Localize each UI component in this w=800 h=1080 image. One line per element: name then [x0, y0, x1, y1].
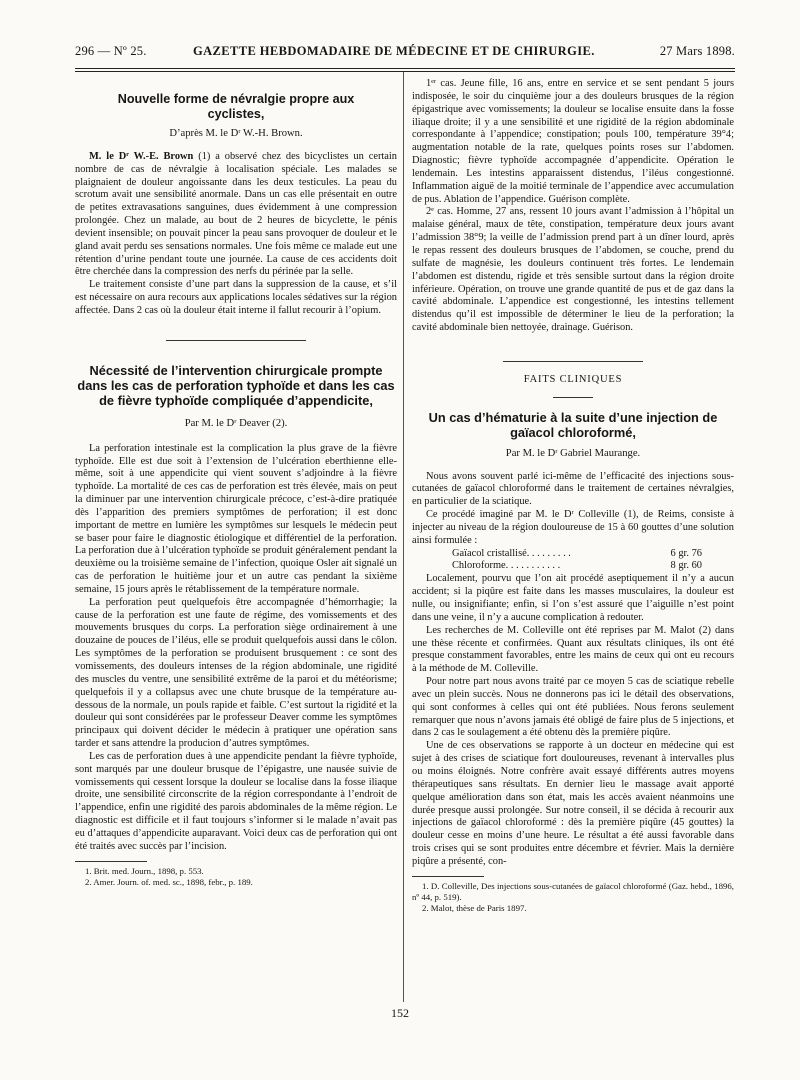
article-byline-deaver: Par M. le Dʳ Deaver (2). [184, 417, 288, 429]
running-header [75, 44, 735, 64]
lead-author: M. le Dʳ W.-E. Brown [89, 150, 194, 162]
formula-ingredient: Gaïacol cristallisé. . . . . . . . . [452, 547, 571, 559]
formula-row [452, 560, 702, 573]
paragraph: Les recherches de M. Colleville ont été reprises par M. Malot (2) dans une thèse récente et confirmées. Quant aux résultats cliniques, ils ont été presque constamment favorables, entre les mains de ceux qui ont eu recours à la méthode de M. Colleville. [412, 624, 734, 675]
paragraph: La perforation intestinale est la complication la plus grave de la fièvre typhoïde. Elle est due soit à l’extension de l’ulcération eberthienne elle-même, soit à une appendicite qui vient souvent s’adjoindre à la fièvre typhoïde. La mortalité de ces cas de perforation est très élevée, mais on peut la diminuer par une intervention chirurgicale précoce, c’est-à-dire pratiquée dès l’apparition des premiers symptômes de perforation; il est donc important de mettre en lumière les symptômes sur lesquels le médecin peut se baser pour faire le diagnostic étiologique et différentiel de la perforation. La perforation due à l’ulcération typhoïde se produit généralement pendant la deuxième ou la troisième semaine de l’infection, quoique Osler ait signalé un cas de perforation le huitième jour et un autre cas pendant la sixième semaine, 15 jours après le rétablissement de la température normale. [75, 442, 397, 595]
issue-date: 27 Mars 1898. [659, 44, 735, 58]
paragraph: Nous avons souvent parlé ici-même de l’efficacité des injections sous-cutanées de gaïacol chloroformé dans le traitement de certaines névralgies, en particulier de la sciatique. [412, 470, 734, 508]
header-rule-double [75, 71, 735, 72]
case-report: 1ᵉʳ cas. Jeune fille, 16 ans, entre en service et se sent pendant 5 jours indisposée, le soir du cinquième jour a des douleurs brusques de la région épigastrique avec vomissements; la douleur se localise ensuite dans la fosse iliaque droite; il y a une sensibilité et une rigidité de la région abdominale correspondante à l’appendice; constipation; pouls 100, température 39°4; augmentation notable de la rate, quelques points roses sur l’abdomen. Diagnostic; fièvre typhoïde accompagnée d’appendicite. Opération le lendemain. Les intestins apparaissent distendus, l’iléus congestionné. Inflammation aiguë de la moitié terminale de l’appendice avec accumulation de pus. Ablation de l’appendice. Guérison complète. [412, 78, 734, 205]
formula-row [452, 548, 702, 561]
paragraph: La perforation peut quelquefois être accompagnée d’hémorrhagie; la cause de la perforation est une faute de régime, des vomissements et des mouvements brusques du corps. La perforation siège ordinairement à une douzaine de pouces de l’iléus, elle se produit quelquefois aussi dans le côlon. Les symptômes de la perforation se produisent brusquement : ce sont des vomissements, des douleurs intenses de la région abdominale, une rigidité des muscles du ventre, une sensibilité extrême de la paroi et du météorisme; quelquefois il y a collapsus avec une chute brusque de la température au-dessous de la normale, un pouls rapide et faible. C’est surtout la rigidité et la douleur qui sont considérées par le professeur Deaver comme les symptômes principaux qui doivent décider le médecin à pratiquer une opération sans tarder et sans attendre la producion d’autres symptômes. [75, 596, 397, 750]
paragraph: Une de ces observations se rapporte à un docteur en médecine qui est sujet à des crises de sciatique fort douloureuses, revenant à intervalles plus ou moins éloignés. Notre confrère avait essayé différents autres moyens thérapeutiques sans résultats. En dernier lieu le massage avait apporté quelque amélioration dans son état, mais les accès avaient néanmoins une durée presque aussi prolongée. Sur notre conseil, il se décida à recourir aux injections de gaïacol chloroformé : dès la première piqûre (45 gouttes) la douleur cesse en moins d’une heure. Le résultat a été aussi favorable dans trois crises qui se sont produites entre décembre et février. Mais la dernière piqûre a présenté, con- [412, 740, 734, 867]
paragraph: Le traitement consiste d’une part dans la suppression de la cause, et s’il est nécessaire on aura recours aux applications locales sédatives sur la région affectée. Dans 2 cas où la douleur était interne il fallut recourir à l’opium. [75, 279, 397, 316]
case-report: 2ᵉ cas. Homme, 27 ans, ressent 10 jours avant l’admission à l’hôpital un malaise général, maux de tête, constipation, température deux jours avant l’admission 38°9; la veille de l’admission prend part à un dîner lourd, après le repas ressent des douleurs brusques de l’abdomen, se couche, prend du sulfate de magnésie, les douleurs continuent très fortes. Le lendemain l’abdomen est distendu, rigide et très sensible surtout dans la région droite inférieure. Opération, on trouve une grande quantité de pus et de gaz dans la cavité abdominale. L’appendice est congestionné, les intestins tellement distendus qu’il est impossible de déterminer le lieu de la perforation; la cavité abdominale bien nettoyée, drainage. Guérison. [412, 206, 734, 334]
formula-ingredient: Chloroforme. . . . . . . . . . . [452, 560, 561, 572]
footnote: 2. Malot, thèse de Paris 1897. [422, 902, 527, 913]
right-column [412, 78, 734, 914]
header-rule [75, 68, 735, 69]
journal-title: GAZETTE HEBDOMADAIRE DE MÉDECINE ET DE CHIRURGIE. [193, 44, 595, 58]
footnote: 2. Amer. Journ. of. med. sc., 1898, febr., p. 189. [85, 876, 253, 887]
page-number: 296 — Nº 25. [75, 44, 147, 58]
article-title-perforation: Nécessité de l’intervention chirurgicale prompte dans les cas de perforation typhoïde et dans les cas de fièvre typhoïde compliquée d’appendicite, [77, 362, 395, 408]
column-separator [403, 72, 404, 1002]
paragraph: Localement, pourvu que l’on ait procédé aseptiquement il n’y a aucun accident; si la piqûre est faite dans les masses musculaires, la douleur est nulle, ou insignifiante; enfin, si l’on s’est assuré que l’aiguille n’est point dans une veine, il n’y a aucune complication à redouter. [412, 573, 734, 623]
left-column [75, 78, 397, 888]
formula-quantity: 8 gr. 60 [670, 560, 702, 572]
footnote-rule [412, 876, 484, 877]
page-folio: 152 [391, 1006, 409, 1020]
article-byline-brown: D’après M. le Dʳ W.-H. Brown. [169, 128, 303, 139]
formula-table [452, 548, 702, 574]
formula-quantity: 6 gr. 76 [670, 547, 702, 559]
paragraph [75, 151, 397, 279]
section-label: FAITS CLINIQUES [523, 373, 623, 385]
paragraph: Les cas de perforation dues à une appendicite pendant la fièvre typhoïde, sont marqués par une douleur brusque de l’épigastre, une nausée suivie de vomissements qui cessent lorsque la douleur se localise dans la fosse iliaque droite, une sensibilité circonscrite de la région correspondante à l’endroit de l’appendice, enfin une rigidité des parois abdominales de la même région. Le diagnostic est difficile et il faut toujours s’informer si le malade n’avait pas eu d’attaques d’appendicite auparavant. Voici deux cas de perforation qui ont été traités avec succès par l’incision. [75, 750, 397, 852]
footnote: 1. D. Colleville, Des injections sous-cutanées de gaïacol chloroformé (Gaz. hebd., 1896, nº 44, p. 519). [412, 880, 734, 902]
article-title-hematuria: Un cas d’hématurie à la suite d’une injection de gaïacol chloroformé, [428, 409, 718, 440]
paragraph-text: (1) a observé chez des bicyclistes un certain nombre de cas de névralgie à localisation spéciale. Les malades se plaignaient de douleur angoissante dans les deux testicules. La peau du scrotum avait une sensibilité anormale. Dans un cas elle présentait en outre de petites extravasations sanguines, dues évidemment à une compression prolongée. Chez un malade, au bout de 2 heures de bicyclette, le pénis devient insensible; on pouvait pincer la peau sans provoquer de douleur et le gland avait perdu ses sensations normales. Une fois même ce malade eut une rétention d’urine pendant toute une journée. La cause de ces accidents doit être cherchée dans la compression des nerfs du périnée par la selle. [75, 150, 397, 278]
footnote: 1. Brit. med. Journ., 1898, p. 553. [85, 865, 204, 876]
paragraph: Pour notre part nous avons traité par ce moyen 5 cas de sciatique rebelle avec un plein succès. Nous ne donnerons pas ici le détail des observations, qui sont conformes à celles qui ont été publiées. Nous ferons seulement remarquer que nous n’avons jamais été obligé de faire plus de 5 injections, et dans 2 cas le soulagement a été obtenu dès la première piqûre. [412, 676, 734, 739]
article-byline-maurange: Par M. le Dʳ Gabriel Maurange. [505, 447, 641, 459]
article-title-neuralgia: Nouvelle forme de névralgie propre aux cyclistes, [117, 92, 355, 121]
paragraph: Ce procédé imaginé par M. le Dʳ Colleville (1), de Reims, consiste à injecter au niveau de la région douloureuse de 15 à 60 gouttes d’une solution ainsi formulée : [412, 509, 734, 546]
footnote-rule [75, 861, 147, 862]
